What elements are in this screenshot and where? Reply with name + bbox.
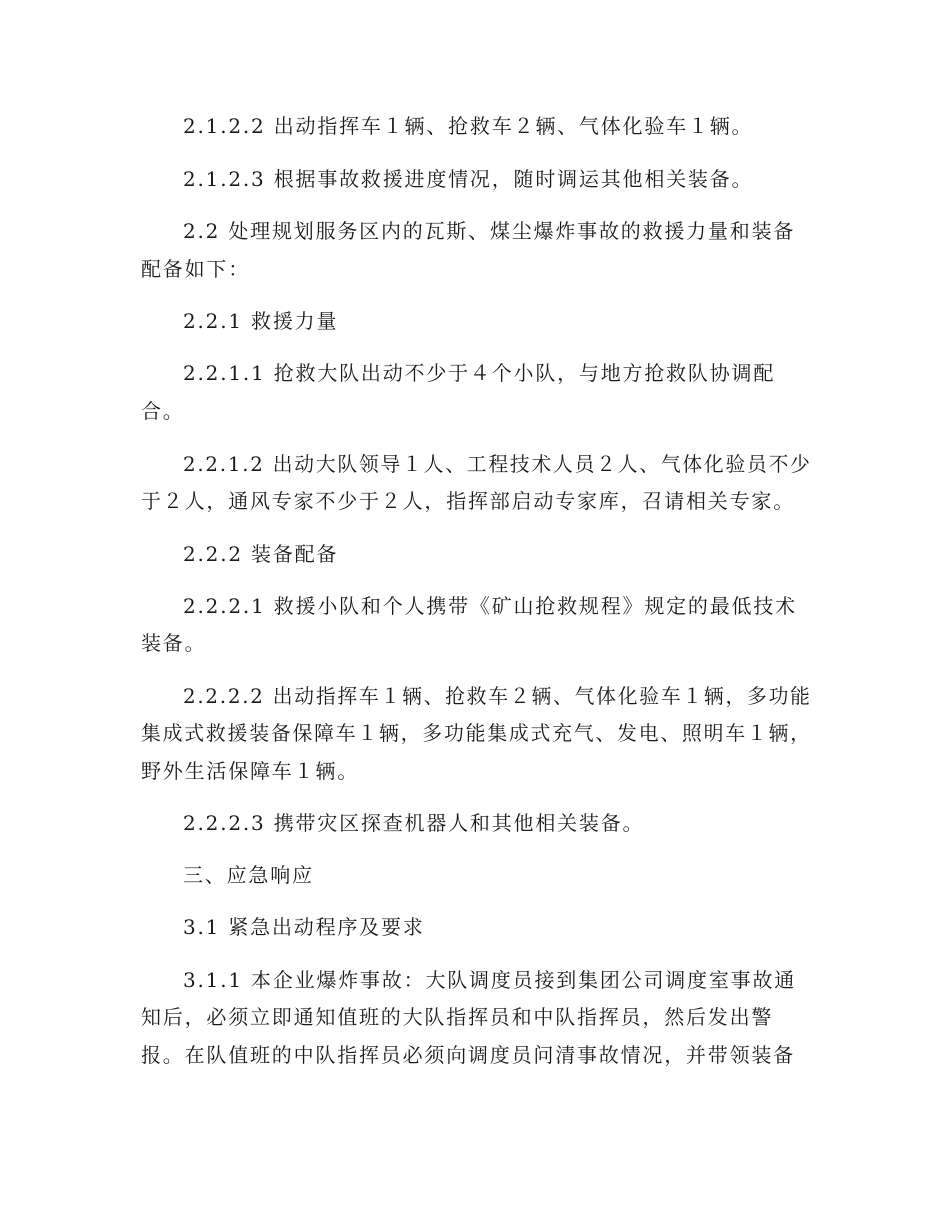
paragraph-2-2-line-1: 2.2 处理规划服务区内的瓦斯、煤尘爆炸事故的救援力量和装备 bbox=[183, 219, 796, 243]
paragraph-2-2-line-2: 配备如下： bbox=[141, 257, 250, 281]
paragraph-2-2-1-1-line-1: 2.2.1.1 抢救大队出动不少于４个小队，与地方抢救队协调配 bbox=[183, 361, 776, 385]
paragraph-2-2-2-3: 2.2.2.3 携带灾区探查机器人和其他相关装备。 bbox=[183, 811, 645, 835]
paragraph-2-2-1-2-line-2: 于２人，通风专家不少于２人，指挥部启动专家库，召请相关专家。 bbox=[141, 489, 795, 513]
paragraph-3-1-1-line-1: 3.1.1 本企业爆炸事故：大队调度员接到集团公司调度室事故通 bbox=[183, 968, 797, 992]
paragraph-3-1-1-line-3: 报。在队值班的中队指挥员必须向调度员问清事故情况，并带领装备 bbox=[141, 1043, 795, 1067]
heading-2-2-1: 2.2.1 救援力量 bbox=[183, 309, 339, 333]
paragraph-2-1-2-2: 2.1.2.2 出动指挥车１辆、抢救车２辆、气体化验车１辆。 bbox=[183, 114, 754, 138]
paragraph-2-1-2-3: 2.1.2.3 根据事故救援进度情况，随时调运其他相关装备。 bbox=[183, 167, 754, 191]
heading-2-2-2: 2.2.2 装备配备 bbox=[183, 542, 339, 566]
paragraph-3-1-1-line-2: 知后，必须立即通知值班的大队指挥员和中队指挥员，然后发出警 bbox=[141, 1005, 774, 1029]
paragraph-2-2-2-2-line-3: 野外生活保障车１辆。 bbox=[141, 759, 359, 783]
paragraph-2-2-2-2-line-1: 2.2.2.2 出动指挥车１辆、抢救车２辆、气体化验车１辆，多功能 bbox=[183, 684, 812, 708]
heading-section-3: 三、应急响应 bbox=[183, 863, 314, 887]
paragraph-2-2-2-1-line-2: 装备。 bbox=[141, 631, 207, 655]
paragraph-2-2-1-2-line-1: 2.2.1.2 出动大队领导１人、工程技术人员２人、气体化验员不少 bbox=[183, 452, 812, 476]
paragraph-2-2-1-1-line-2: 合。 bbox=[141, 399, 185, 423]
paragraph-2-2-2-1-line-1: 2.2.2.1 救援小队和个人携带《矿山抢救规程》规定的最低技术 bbox=[183, 594, 797, 618]
heading-3-1: 3.1 紧急出动程序及要求 bbox=[183, 915, 425, 939]
paragraph-2-2-2-2-line-2: 集成式救援装备保障车１辆，多功能集成式充气、发电、照明车１辆， bbox=[141, 721, 812, 745]
